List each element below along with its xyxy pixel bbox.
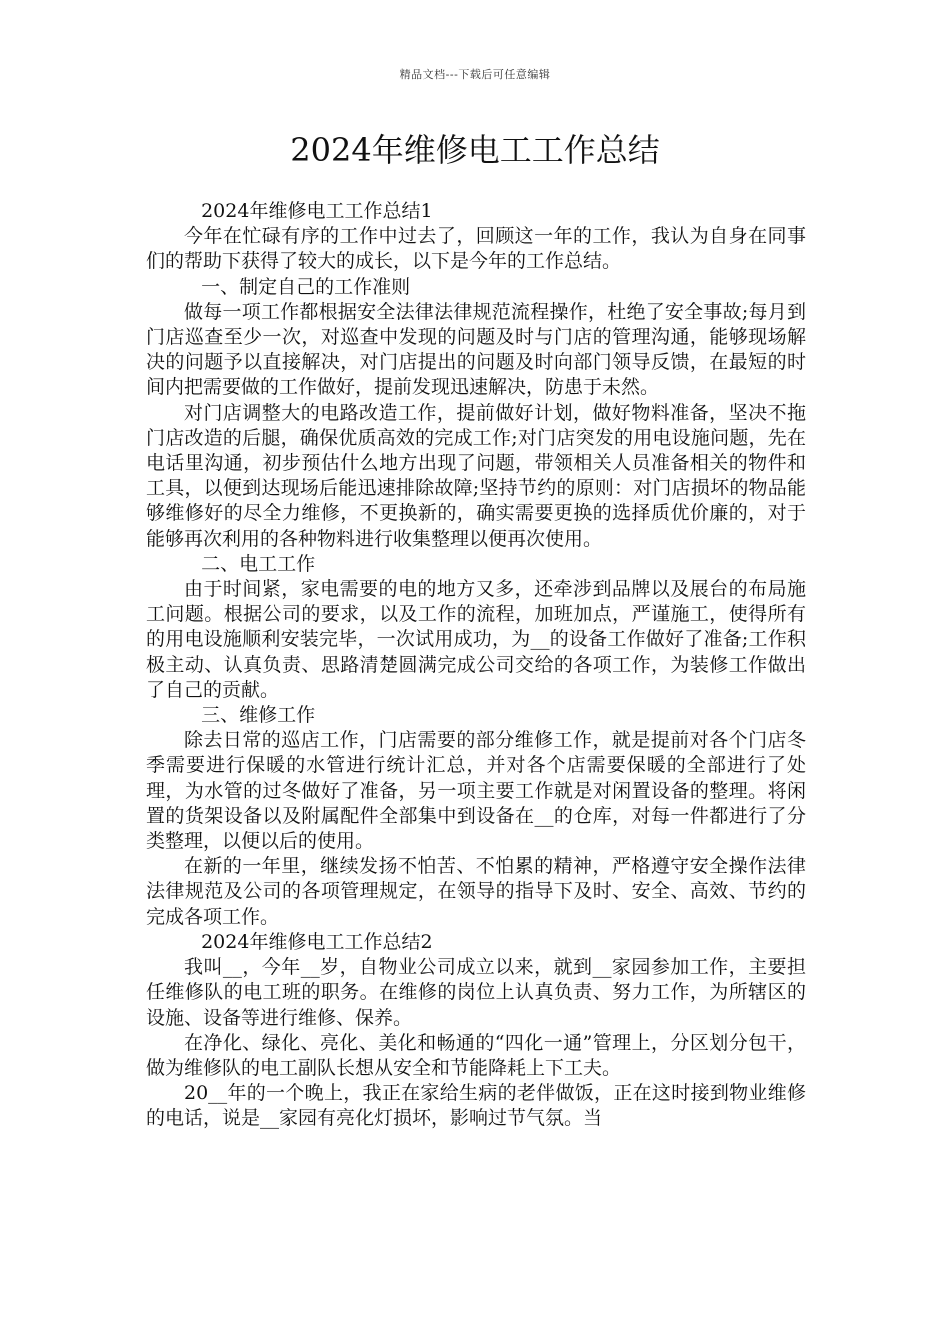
paragraph: 除去日常的巡店工作，门店需要的部分维修工作，就是提前对各个门店冬季需要进行保暖的水管进行统计汇总，并对各个店需要保暖的全部进行了处理，为水管的过冬做好了准备，另一项主要工作就是对闲置设备的整理。将闲置的货架设备以及附属配件全部集中到设备在__的仓库，对每一件都进行了分类整理，以便以后的使用。 bbox=[146, 729, 806, 853]
paragraph: 在净化、绿化、亮化、美化和畅通的“四化一通”管理上，分区划分包干，做为维修队的电工副队长想从安全和节能降耗上下工夫。 bbox=[146, 1031, 806, 1079]
paragraph: 做每一项工作都根据安全法律法律规范流程操作，杜绝了安全事故;每月到门店巡查至少一次，对巡查中发现的问题及时与门店的管理沟通，能够现场解决的问题予以直接解决，对门店提出的问题及时向部门领导反馈，在最短的时间内把需要做的工作做好，提前发现迅速解决，防患于未然。 bbox=[146, 300, 806, 399]
document-title: 2024年维修电工工作总结 bbox=[290, 131, 660, 169]
header-note: 精品文档---下载后可任意编辑 bbox=[399, 68, 551, 81]
document-body bbox=[146, 199, 806, 1132]
paragraph: 由于时间紧，家电需要的电的地方又多，还牵涉到品牌以及展台的布局施工问题。根据公司的要求，以及工作的流程，加班加点，严谨施工，使得所有的用电设施顺利安装完毕，一次试用成功，为__的设备工作做好了准备;工作积极主动、认真负责、思路清楚圆满完成公司交给的各项工作，为装修工作做出了自己的贡献。 bbox=[146, 578, 806, 701]
paragraph: 今年在忙碌有序的工作中过去了，回顾这一年的工作，我认为自身在同事们的帮助下获得了较大的成长，以下是今年的工作总结。 bbox=[146, 225, 806, 273]
paragraph: 在新的一年里，继续发扬不怕苦、不怕累的精神，严格遵守安全操作法律法律规范及公司的各项管理规定，在领导的指导下及时、安全、高效、节约的完成各项工作。 bbox=[146, 855, 806, 928]
section-heading: 二、电工工作 bbox=[201, 552, 316, 575]
section-heading: 一、制定自己的工作准则 bbox=[201, 275, 411, 298]
paragraph: 20__年的一个晚上，我正在家给生病的老伴做饭，正在这时接到物业维修的电话，说是__家园有亮化灯损坏，影响过节气氛。当 bbox=[146, 1082, 806, 1130]
section-heading: 2024年维修电工工作总结2 bbox=[201, 930, 433, 953]
paragraph: 我叫__，今年__岁，自物业公司成立以来，就到__家园参加工作，主要担任维修队的电工班的职务。在维修的岗位上认真负责、努力工作，为所辖区的设施、设备等进行维修、保养。 bbox=[146, 956, 806, 1029]
section-heading: 三、维修工作 bbox=[201, 704, 316, 727]
paragraph: 对门店调整大的电路改造工作，提前做好计划，做好物料准备，坚决不拖门店改造的后腿，确保优质高效的完成工作;对门店突发的用电设施问题，先在电话里沟通，初步预估什么地方出现了问题，带领相关人员准备相关的物件和工具，以便到达现场后能迅速排除故障;坚持节约的原则：对门店损坏的物品能够维修好的尽全力维修，不更换新的，确实需要更换的选择质优价廉的，对于能够再次利用的各种物料进行收集整理以便再次使用。 bbox=[146, 401, 806, 550]
section-heading: 2024年维修电工工作总结1 bbox=[201, 200, 433, 222]
